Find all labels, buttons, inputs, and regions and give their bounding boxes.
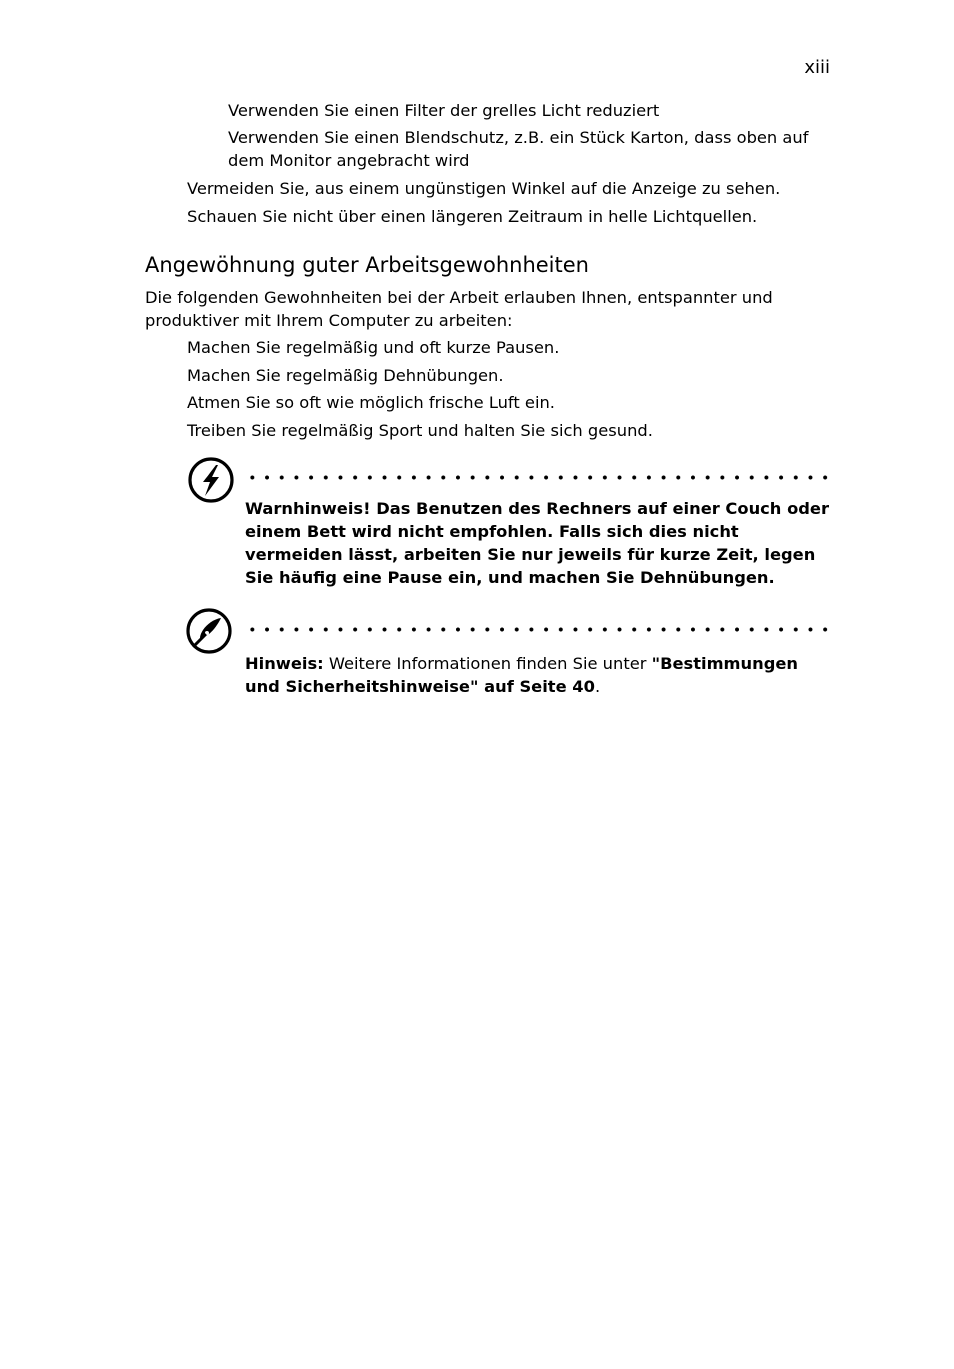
note-text bbox=[245, 652, 830, 698]
list-item: Schauen Sie nicht über einen längeren Zeitraum in helle Lichtquellen. bbox=[187, 207, 758, 226]
note-body: Weitere Informationen finden Sie unter bbox=[323, 654, 652, 673]
section-heading: Angewöhnung guter Arbeitsgewohnheiten bbox=[145, 253, 589, 277]
warning-divider bbox=[245, 475, 831, 480]
warning-lightning-icon bbox=[187, 456, 235, 504]
note-pen-icon bbox=[185, 607, 233, 655]
note-reference-link[interactable]: "Bestimmungen und Sicherheitshinweise" auf Seite 40 bbox=[245, 654, 798, 696]
list-item: Treiben Sie regelmäßig Sport und halten Sie sich gesund. bbox=[187, 421, 653, 440]
note-label: Hinweis: bbox=[245, 654, 324, 673]
list-item: Verwenden Sie einen Blendschutz, z.B. ein Stück Karton, dass oben auf dem Monitor angebracht wird bbox=[228, 128, 809, 170]
warning-text: Warnhinweis! Das Benutzen des Rechners auf einer Couch oder einem Bett wird nicht empfohlen. Falls sich dies nicht vermeiden lässt, arbeiten Sie nur jeweils für kurze Zeit, legen Sie häufig eine Pause ein, und machen Sie Dehnübungen. bbox=[245, 499, 829, 587]
list-item: Vermeiden Sie, aus einem ungünstigen Winkel auf die Anzeige zu sehen. bbox=[187, 179, 781, 198]
page-number: xiii bbox=[804, 57, 830, 78]
note-end: . bbox=[594, 677, 601, 696]
list-item: Atmen Sie so oft wie möglich frische Luft ein. bbox=[187, 393, 555, 412]
section-intro: Die folgenden Gewohnheiten bei der Arbeit erlauben Ihnen, entspannter und produktiver mit Ihrem Computer zu arbeiten: bbox=[145, 288, 773, 330]
list-item: Machen Sie regelmäßig und oft kurze Pausen. bbox=[187, 338, 560, 357]
list-item: Machen Sie regelmäßig Dehnübungen. bbox=[187, 366, 504, 385]
list-item: Verwenden Sie einen Filter der grelles Licht reduziert bbox=[228, 101, 660, 120]
note-divider bbox=[245, 627, 831, 632]
